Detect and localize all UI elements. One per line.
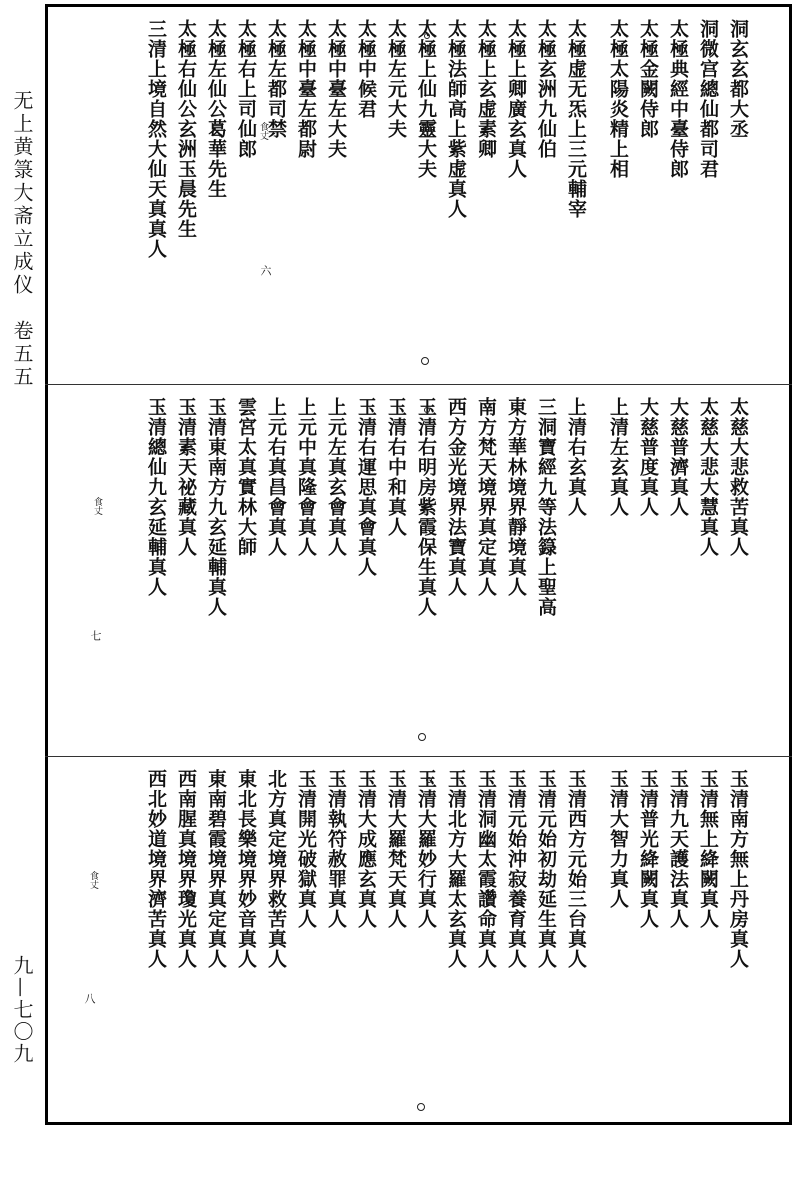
text-column: 玉清北方大羅太玄真人: [445, 769, 467, 969]
page-number-margin: 九—七〇九: [10, 955, 34, 1065]
text-column: 東北長樂境界妙音真人: [235, 769, 257, 969]
text-column: 三清上境自然大仙天真真人: [145, 19, 167, 259]
text-column: 大慈普度真人: [637, 397, 659, 517]
circle-mark: [417, 1103, 425, 1111]
text-column: 玉清普光絳闕真人: [637, 769, 659, 929]
text-column: 上元中真隆會真人: [295, 397, 317, 557]
text-column: 洞玄玄都大丞: [727, 19, 749, 139]
circle-mark: [421, 357, 429, 365]
text-column: 太極中候君: [355, 19, 377, 119]
text-column: 太慈大悲大慧真人: [697, 397, 719, 557]
text-column: 三洞寶經九等法籙上聖高: [535, 397, 557, 617]
text-panel-top: [48, 7, 789, 384]
book-title-margin: 无上黄箓大斋立成仪 卷五五: [10, 90, 34, 389]
text-column: 洞微宫總仙都司君: [697, 19, 719, 179]
text-column: 玉清大羅梵天真人: [385, 769, 407, 929]
text-column: 玉清素天祕藏真人: [175, 397, 197, 557]
text-column: 太極法師高上紫虚真人: [445, 19, 467, 219]
text-column: 太極右上司仙郎: [235, 19, 257, 159]
text-column: 太極上卿廣玄真人: [505, 19, 527, 179]
text-column: 玉清洞幽太霞讚命真人: [475, 769, 497, 969]
page-frame: [45, 4, 792, 1125]
text-column: 太極左元大夫: [385, 19, 407, 139]
text-column: 太極左仙公葛華先生: [205, 19, 227, 199]
text-column: 大慈普濟真人: [667, 397, 689, 517]
folio-mark: 八: [83, 993, 96, 1004]
text-column: 玉清執符赦罪真人: [325, 769, 347, 929]
text-column: 上清右玄真人: [565, 397, 587, 517]
text-column: 上元右真昌會真人: [265, 397, 287, 557]
text-column: 玉清開光破獄真人: [295, 769, 317, 929]
text-column: 太極右仙公玄洲玉晨先生: [175, 19, 197, 239]
text-column: 玉清大羅妙行真人: [415, 769, 437, 929]
text-column: 太慈大悲救苦真人: [727, 397, 749, 557]
text-column: 玉清西方元始三台真人: [565, 769, 587, 969]
text-column: 玉清右運思真會真人: [355, 397, 377, 577]
folio-mark: 七: [89, 630, 102, 641]
text-column: 太極金闕侍郎: [637, 19, 659, 139]
text-column: 太極典經中臺侍郎: [667, 19, 689, 179]
circle-mark: [424, 33, 430, 39]
text-column: 上清左玄真人: [607, 397, 629, 517]
text-column: 北方真定境界救苦真人: [265, 769, 287, 969]
text-column: 玉清右中和真人: [385, 397, 407, 537]
text-column: 東南碧霞境界真定真人: [205, 769, 227, 969]
column-spacer: [591, 769, 603, 1082]
circle-mark: [424, 407, 430, 413]
text-column: 西北妙道境界濟苦真人: [145, 769, 167, 969]
text-column: 玉清大成應玄真人: [355, 769, 377, 929]
text-column: 玉清大智力真人: [607, 769, 629, 909]
margin-note: 食丈: [258, 122, 268, 140]
column-spacer: [591, 397, 603, 715]
text-column: 上元左真玄會真人: [325, 397, 347, 557]
text-panel-bottom: [48, 757, 789, 1122]
text-column: 玉清元始初劫延生真人: [535, 769, 557, 969]
text-column: 太極上仙九靈大夫: [415, 19, 437, 179]
text-panel-middle: [48, 385, 789, 755]
text-column: 太極左都司禁: [265, 19, 287, 139]
text-column: 玉清總仙九玄延輔真人: [145, 397, 167, 597]
column-area: [141, 19, 753, 344]
text-column: 西南腥真境界瓊光真人: [175, 769, 197, 969]
text-column: 玉清無上絳闕真人: [697, 769, 719, 929]
text-column: 西方金光境界法寶真人: [445, 397, 467, 597]
text-column: 玉清南方無上丹房真人: [727, 769, 749, 969]
text-column: 太極太陽炎精上相: [607, 19, 629, 179]
text-column: 太極中臺左大夫: [325, 19, 347, 159]
text-column: 雲宮太真實林大師: [235, 397, 257, 557]
column-area: [141, 397, 753, 715]
text-column: 東方華林境界靜境真人: [505, 397, 527, 597]
text-column: 玉清右明房紫霞保生真人: [415, 397, 437, 617]
column-spacer: [591, 19, 603, 344]
text-column: 玉清東南方九玄延輔真人: [205, 397, 227, 617]
text-column: 太極上玄虚素卿: [475, 19, 497, 159]
column-area: [141, 769, 753, 1082]
circle-mark: [418, 733, 426, 741]
margin-note: 食丈: [88, 871, 98, 889]
folio-mark: 六: [259, 265, 272, 276]
text-column: 南方梵天境界真定真人: [475, 397, 497, 597]
text-column: 太極中臺左都尉: [295, 19, 317, 159]
text-column: 玉清元始沖寂養育真人: [505, 769, 527, 969]
margin-note: 食丈: [92, 497, 102, 515]
circle-mark: [426, 777, 432, 783]
text-column: 太極玄洲九仙伯: [535, 19, 557, 159]
text-column: 太極虚无炁上三元輔宰: [565, 19, 587, 219]
text-column: 玉清九天護法真人: [667, 769, 689, 929]
